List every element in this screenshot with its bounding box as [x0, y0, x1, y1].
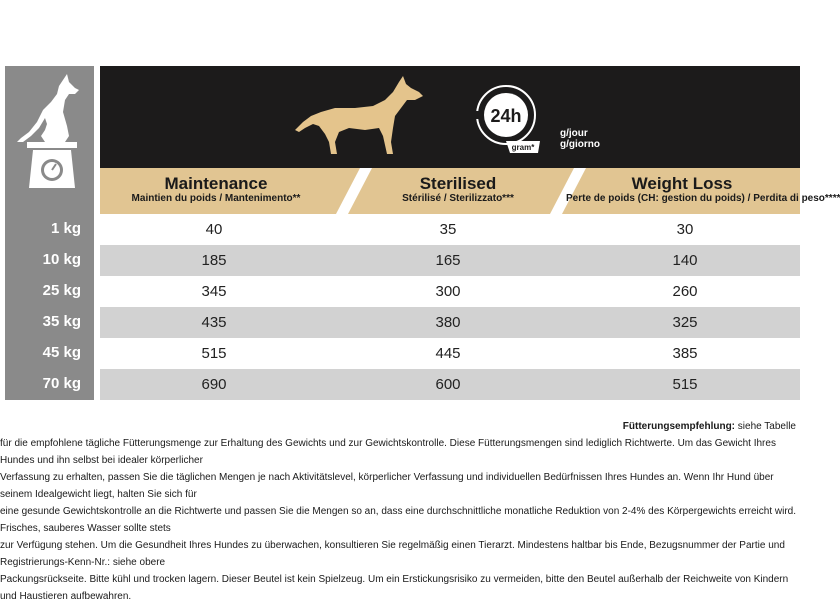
table-row: [100, 214, 800, 245]
value-sterilised: 35: [439, 221, 457, 238]
standing-dog-icon: [295, 76, 425, 158]
value-maintenance: 435: [201, 314, 227, 331]
value-weight-loss: 515: [672, 376, 698, 393]
notes-line: für die empfohlene tägliche Fütterungsmenge zur Erhaltung des Gewichts und zur Gewichtskontrolle. Diese Fütterungsmengen sind lediglich Richtwerte. Um das Gewicht Ihres Hundes und ihn selbst bei idealer körperlicher: [0, 438, 776, 466]
table-row: [100, 276, 800, 307]
weight-label: 35 kg: [42, 313, 81, 330]
value-maintenance: 690: [201, 376, 227, 393]
value-weight-loss: 30: [676, 221, 694, 238]
svg-text:gram*: gram*: [511, 143, 535, 152]
table-row: [100, 369, 800, 400]
table-header-banner: [100, 66, 800, 168]
weight-column: [5, 66, 94, 400]
category-header: [100, 168, 840, 214]
table-row: [100, 307, 800, 338]
value-maintenance: 515: [201, 345, 227, 362]
value-weight-loss: 325: [672, 314, 698, 331]
value-maintenance: 185: [201, 252, 227, 269]
notes-line: zur Verfügung stehen. Um die Gesundheit Ihres Hundes zu überwachen, konsultieren Sie regelmäßig einen Tierarzt. Mindestens haltbar bis Ende, Bezugsnummer der Partie und Registrierungs-Kenn-Nr.: siehe obere: [0, 540, 785, 568]
value-weight-loss: 260: [672, 283, 698, 300]
table-row: [100, 245, 800, 276]
weight-label: 10 kg: [42, 251, 81, 268]
notes-lead: Fütterungsempfehlung: siehe Tabelle: [622, 421, 796, 432]
feeding-notes: [0, 418, 796, 605]
notes-line: Packungsrückseite. Bitte kühl und trocken lagern. Dieser Beutel ist kein Spielzeug. Um ein Erstickungsrisiko zu vermeiden, bitte den Beutel außerhalb der Reichweite von Kindern und Haustieren aufbewahren.: [0, 574, 789, 602]
value-weight-loss: 140: [672, 252, 698, 269]
dog-on-scale-icon: [5, 66, 94, 208]
value-sterilised: 165: [435, 252, 461, 269]
weight-label: 25 kg: [42, 282, 81, 299]
weight-label: 45 kg: [42, 344, 81, 361]
category-maintenance: Maintenance Maintien du poids / Mantenimento**: [131, 174, 301, 204]
clock-24h-icon: [470, 79, 550, 161]
table-row: [100, 338, 800, 369]
value-sterilised: 445: [435, 345, 461, 362]
category-weight-loss: Weight Loss Perte de poids (CH: gestion du poids) / Perdita di peso****: [566, 174, 840, 204]
category-sterilised: Sterilised Stérilisé / Sterilizzato***: [402, 174, 514, 204]
value-sterilised: 300: [435, 283, 461, 300]
value-weight-loss: 385: [672, 345, 698, 362]
value-maintenance: 345: [201, 283, 227, 300]
value-maintenance: 40: [205, 221, 223, 238]
unit-label: g/jour g/giorno: [560, 128, 600, 150]
notes-line: eine gesunde Gewichtskontrolle an die Richtwerte und passen Sie die Mengen so an, dass eine durchschnittliche monatliche Reduktion von 2-4% des Körpergewichts erreicht wird. Frisches, sauberes Wasser sollte stets: [0, 506, 797, 534]
notes-line: Verfassung zu erhalten, passen Sie die täglichen Mengen je nach Aktivitätslevel, körperlicher Verfassung und individuellen Bedürfnissen Ihres Hundes an. Wenn Ihr Hund über seinem Idealgewicht liegt, halten Sie sich für: [0, 472, 774, 500]
weight-label: 70 kg: [42, 375, 81, 392]
weight-label: 1 kg: [50, 220, 81, 237]
value-sterilised: 600: [435, 376, 461, 393]
svg-text:24h: 24h: [490, 106, 522, 126]
value-sterilised: 380: [435, 314, 461, 331]
